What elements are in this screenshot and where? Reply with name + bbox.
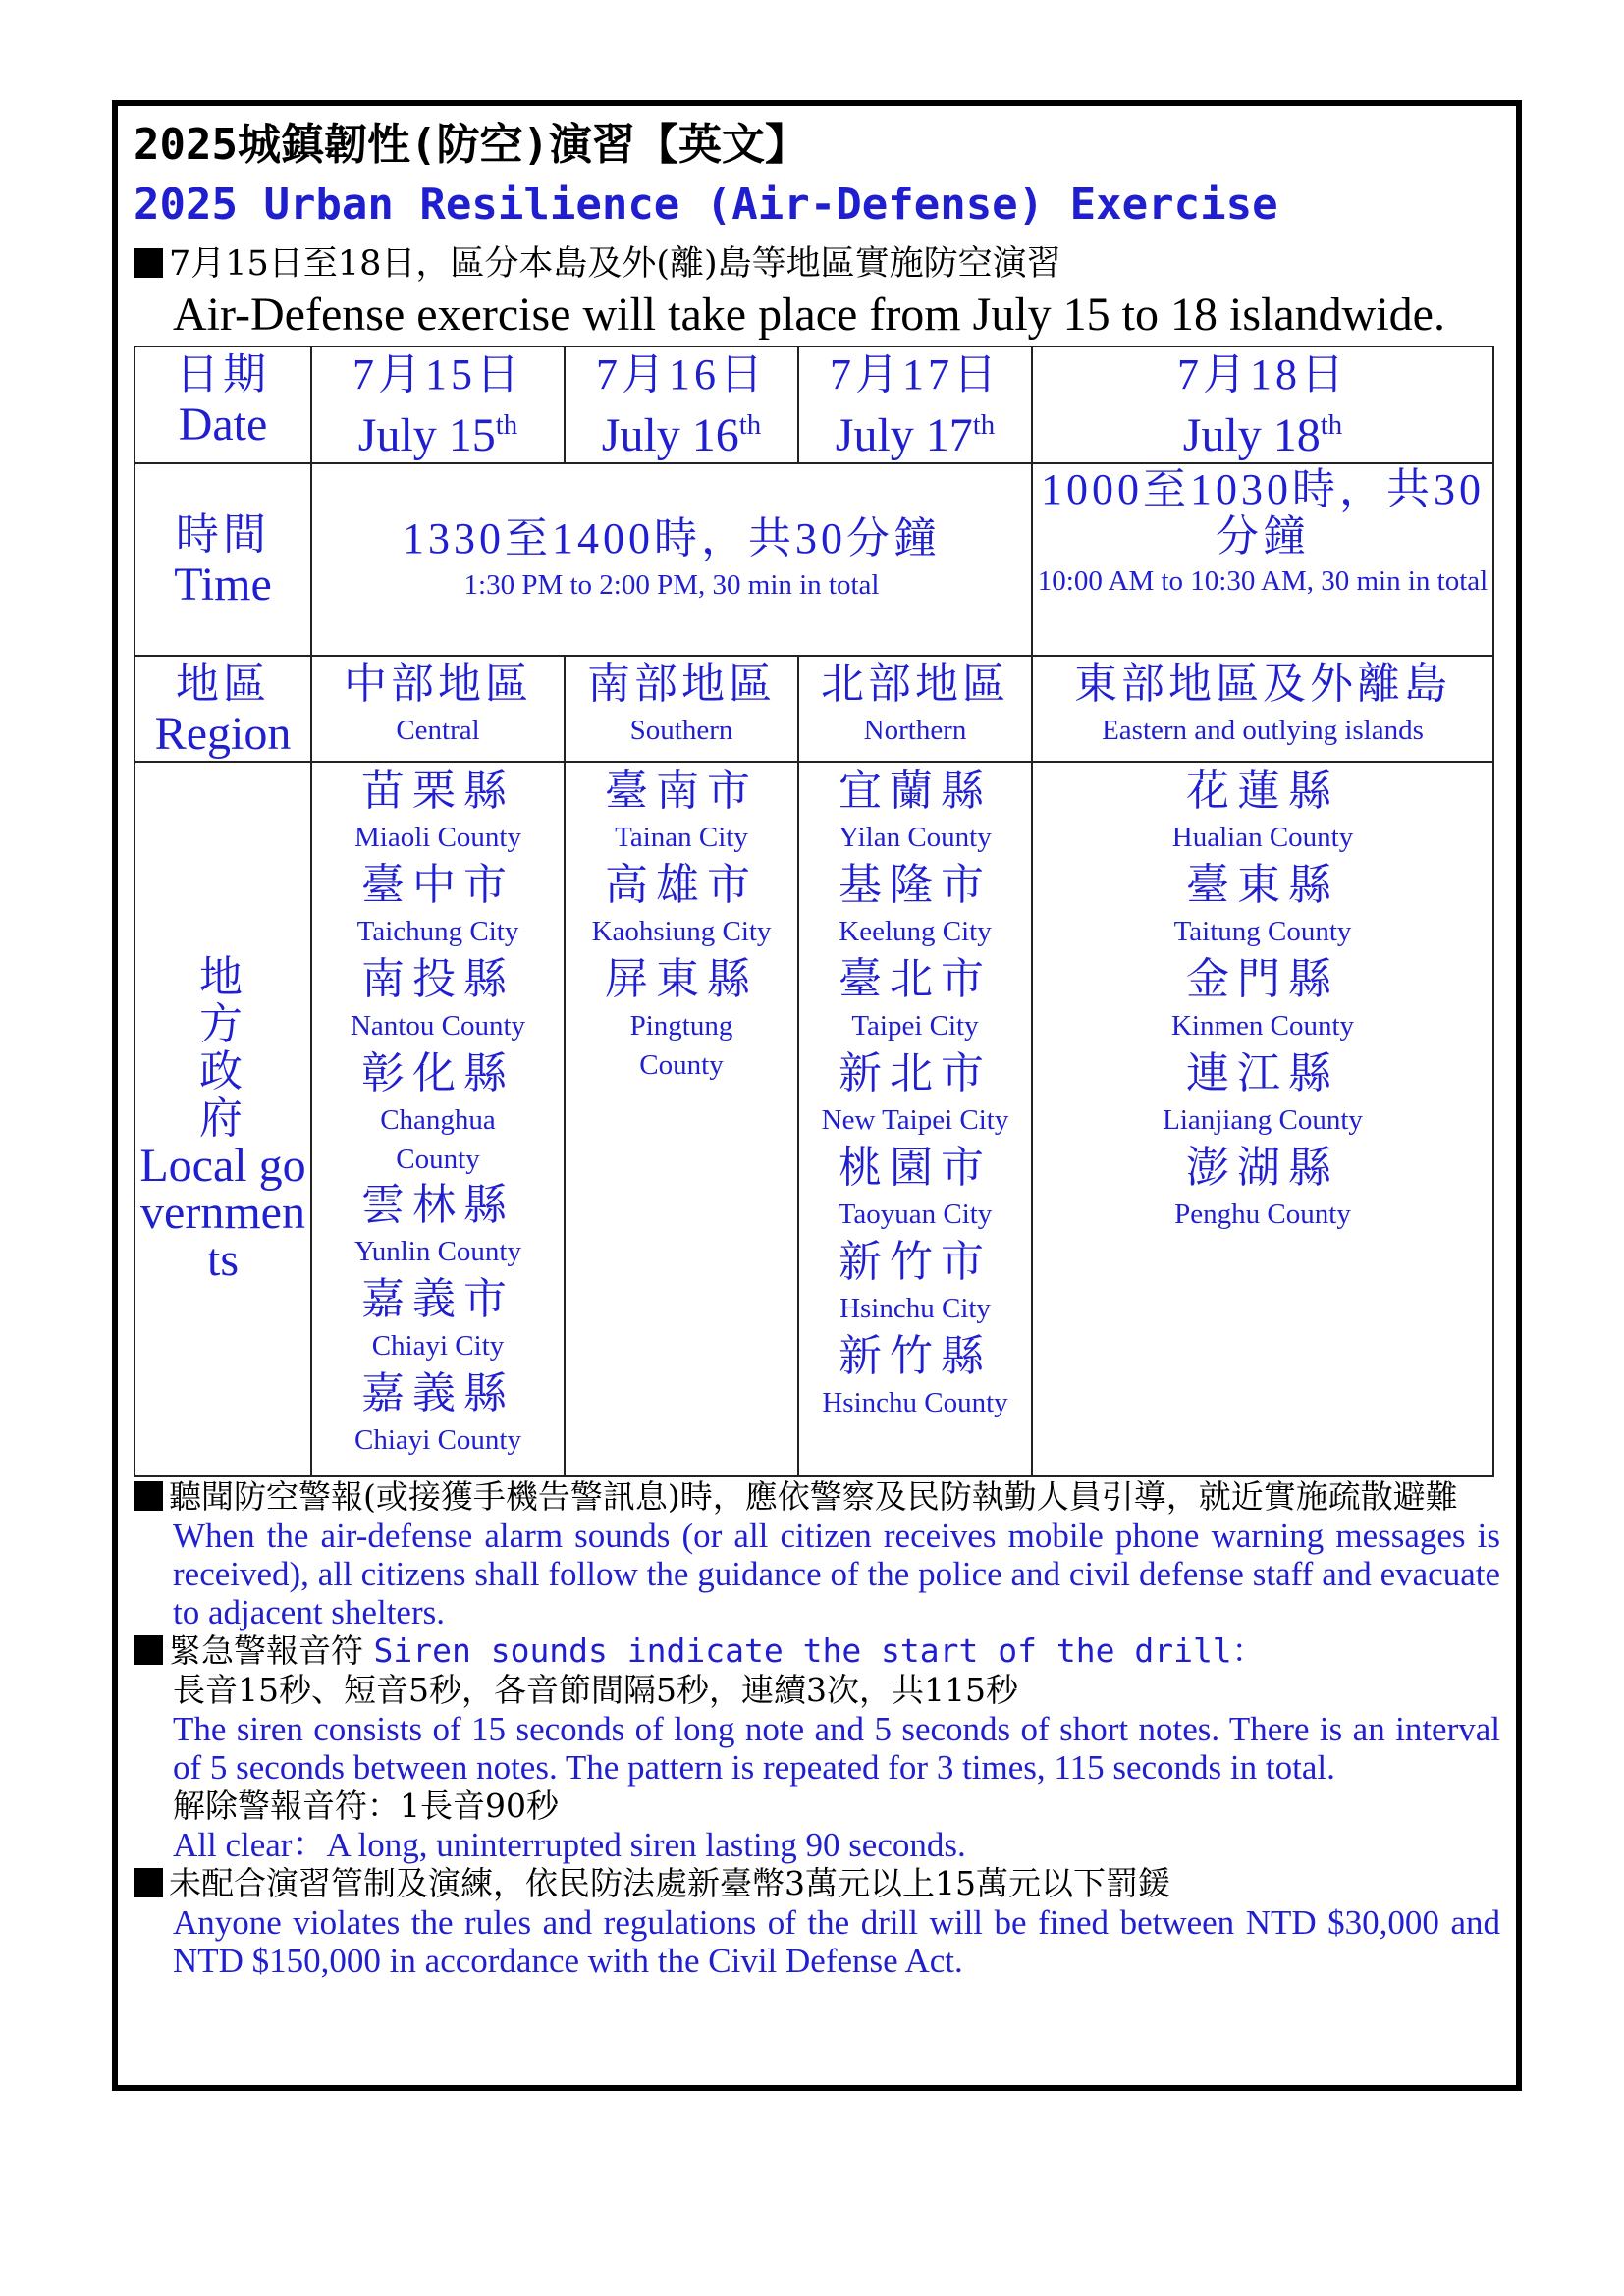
local-label-cell: 地方政府 Local governments bbox=[135, 762, 311, 1476]
local-cell-southern: 臺南市 Tainan City 高雄市 Kaohsiung City 屏東縣 Pingtung County bbox=[565, 762, 798, 1476]
schedule-table bbox=[134, 346, 1494, 1477]
time-row bbox=[135, 463, 1493, 656]
local-government-row bbox=[135, 762, 1493, 1476]
alarm-note-zh: 聽聞防空警報(或接獲手機告警訊息)時，應依警察及民防執勤人員引導，就近實施疏散避難 bbox=[134, 1477, 1500, 1517]
date-row bbox=[135, 347, 1493, 463]
siren-heading: 緊急警報音符 Siren sounds indicate the start of the drill： bbox=[134, 1631, 1500, 1671]
region-cell: 中部地區 Central bbox=[311, 656, 565, 762]
fine-note-zh: 未配合演習管制及演練，依民防法處新臺幣3萬元以上15萬元以下罰鍰 bbox=[134, 1864, 1500, 1903]
time-cell-main: 1330至1400時，共30分鐘 1:30 PM to 2:00 PM, 30 min in total bbox=[311, 463, 1032, 656]
alarm-note-en: When the air-defense alarm sounds (or all citizen receives mobile phone warning messages is received), all citizens shall follow the guidance of the police and civil defense staff and evacuate to adjacent shelters. bbox=[173, 1517, 1500, 1631]
all-clear-zh: 解除警報音符：1長音90秒 bbox=[173, 1787, 559, 1825]
region-cell: 北部地區 Northern bbox=[798, 656, 1032, 762]
notes-section bbox=[134, 1477, 1500, 1980]
time-label-cell: 時間 Time bbox=[135, 463, 311, 656]
intro-en: Air-Defense exercise will take place from July 15 to 18 islandwide. bbox=[173, 289, 1445, 341]
date-cell: 7月16日 July 16th bbox=[565, 347, 798, 463]
fine-note-en: Anyone violates the rules and regulations of the drill will be fined between NTD $30,000 and NTD $150,000 in accordance with the Civil Defense Act. bbox=[173, 1903, 1500, 1980]
region-label-cell: 地區 Region bbox=[135, 656, 311, 762]
local-cell-eastern: 花蓮縣 Hualian County 臺東縣 Taitung County 金門縣 Kinmen County 連江縣 Lianjiang County 澎湖縣 Penghu County bbox=[1032, 762, 1493, 1476]
bullet-square-icon bbox=[134, 248, 163, 278]
siren-detail-zh: 長音15秒、短音5秒，各音節間隔5秒，連續3次，共115秒 bbox=[173, 1671, 1018, 1709]
region-row bbox=[135, 656, 1493, 762]
all-clear-en: All clear：A long, uninterrupted siren lasting 90 seconds. bbox=[173, 1826, 966, 1864]
region-cell: 東部地區及外離島 Eastern and outlying islands bbox=[1032, 656, 1493, 762]
date-cell: 7月15日 July 15th bbox=[311, 347, 565, 463]
title-en: 2025 Urban Resilience (Air-Defense) Exercise bbox=[134, 180, 1278, 230]
local-cell-northern: 宜蘭縣 Yilan County 基隆市 Keelung City 臺北市 Taipei City 新北市 New Taipei City 桃園市 Taoyuan City 新竹市 Hsinchu City 新竹縣 Hsinchu County bbox=[798, 762, 1032, 1476]
date-cell: 7月18日 July 18th bbox=[1032, 347, 1493, 463]
bullet-square-icon bbox=[134, 1868, 163, 1897]
local-cell-central: 苗栗縣 Miaoli County 臺中市 Taichung City 南投縣 Nantou County 彰化縣 Changhua County 雲林縣 Yunlin County 嘉義市 Chiayi City 嘉義縣 Chiayi County bbox=[311, 762, 565, 1476]
date-label-cell: 日期 Date bbox=[135, 347, 311, 463]
date-cell: 7月17日 July 17th bbox=[798, 347, 1032, 463]
region-cell: 南部地區 Southern bbox=[565, 656, 798, 762]
title-zh: 2025城鎮韌性(防空)演習【英文】 bbox=[134, 120, 808, 170]
bullet-square-icon bbox=[134, 1481, 163, 1511]
document-content bbox=[134, 116, 1500, 1980]
intro-zh: 7月15日至18日，區分本島及外(離)島等地區實施防空演習 bbox=[134, 240, 1500, 289]
time-cell-islands: 1000至1030時，共30分鐘 10:00 AM to 10:30 AM, 30 min in total bbox=[1032, 463, 1493, 656]
bullet-square-icon bbox=[134, 1635, 163, 1665]
siren-detail-en: The siren consists of 15 seconds of long note and 5 seconds of short notes. There is an interval of 5 seconds between notes. The pattern is repeated for 3 times, 115 seconds in total. bbox=[173, 1710, 1500, 1787]
document-frame bbox=[112, 100, 1522, 2091]
